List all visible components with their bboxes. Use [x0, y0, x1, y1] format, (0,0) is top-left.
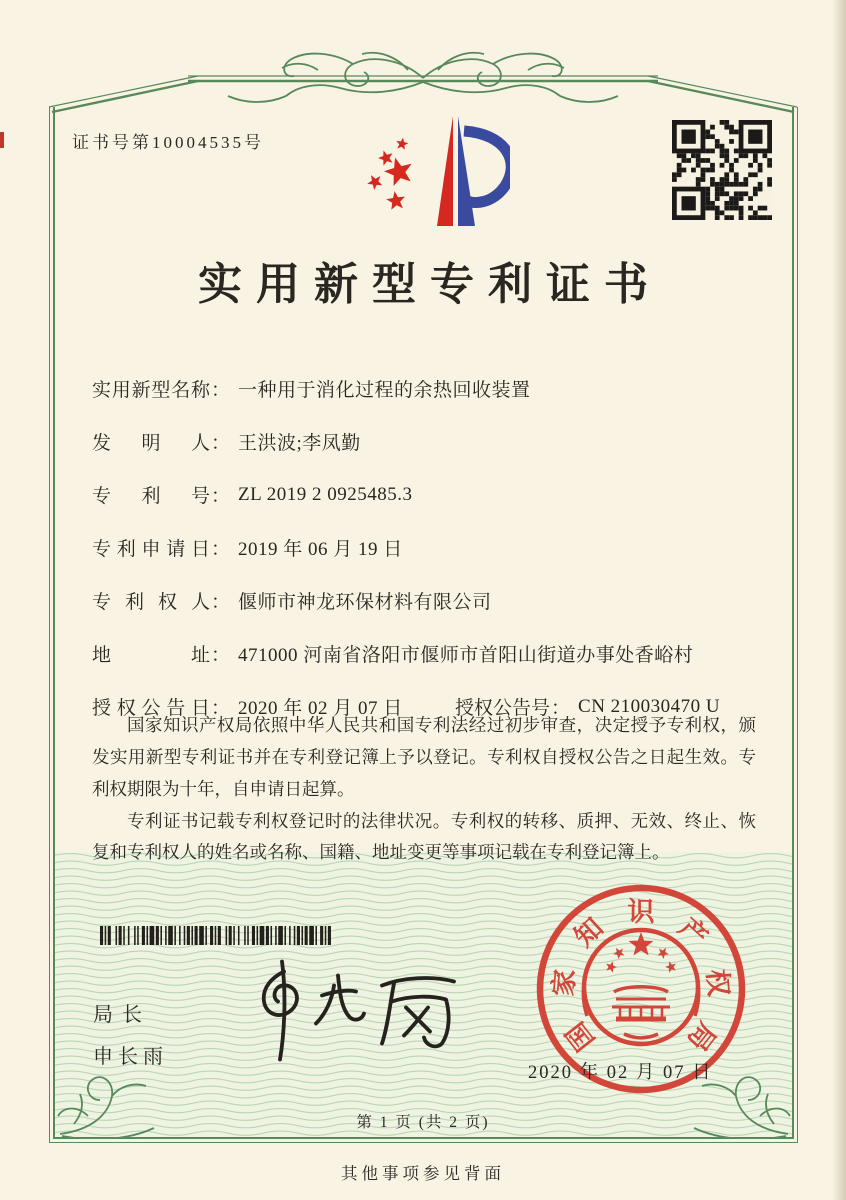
svg-text:权: 权	[701, 968, 734, 998]
legal-paragraph-1: 国家知识产权局依照中华人民共和国专利法经过初步审查，决定授予专利权，颁发实用新型专利证书并在专利登记簿上予以登记。专利权自授权公告之日起生效。专利权期限为十年，自申请日起算。	[92, 715, 756, 799]
svg-text:产: 产	[673, 912, 714, 953]
field-value: 偃师市神龙环保材料有限公司	[238, 592, 492, 613]
field-patent-number	[92, 468, 764, 521]
svg-text:家: 家	[548, 968, 581, 998]
back-note: 其他事项参见背面	[341, 1164, 505, 1183]
field-label: 地址	[92, 645, 210, 666]
field-label: 授权公告号	[455, 698, 551, 719]
colon: ：	[211, 380, 231, 401]
colon: ：	[211, 539, 231, 560]
field-label: 实用新型名称	[92, 380, 210, 401]
field-value: CN 210030470 U	[578, 695, 721, 717]
colon: ：	[211, 486, 231, 507]
svg-text:局: 局	[681, 1016, 722, 1057]
field-value: 一种用于消化过程的余热回收装置	[238, 380, 531, 401]
svg-text:知: 知	[568, 912, 609, 953]
svg-text:国: 国	[560, 1016, 601, 1057]
scan-edge-shadow	[832, 0, 846, 1200]
field-label: 专利号	[92, 486, 210, 507]
colon: ：	[211, 698, 231, 719]
field-value: ZL 2019 2 0925485.3	[238, 483, 413, 505]
cnipa-logo-icon	[342, 104, 510, 234]
border-ornament	[188, 30, 658, 110]
field-value: 2020 年 02 月 07 日	[238, 698, 403, 719]
colon: ：	[551, 698, 571, 719]
signer-name: 申长雨	[93, 1046, 168, 1068]
scan-red-mark	[0, 132, 4, 148]
certificate-title: 实用新型专利证书	[198, 260, 662, 309]
field-filing-date	[92, 521, 764, 574]
certificate-number: 证书号第10004535号	[72, 133, 264, 152]
colon: ：	[211, 433, 231, 454]
colon: ：	[211, 592, 231, 613]
field-value: 471000 河南省洛阳市偃师市首阳山街道办事处香峪村	[238, 645, 694, 666]
signer-title: 局长	[93, 1004, 151, 1026]
colon: ：	[211, 645, 231, 666]
field-label: 授权公告日	[92, 698, 210, 719]
legal-paragraph-2: 专利证书记载专利权登记时的法律状况。专利权的转移、质押、无效、终止、恢复和专利权人的姓名或名称、国籍、地址变更等事项记载在专利登记簿上。	[92, 810, 756, 863]
field-patentee	[92, 574, 764, 627]
page-number: 第 1 页 (共 2 页)	[356, 1114, 490, 1131]
signature-handwriting-icon	[222, 950, 472, 1068]
qr-code-icon	[672, 120, 772, 220]
field-label: 专利权人	[92, 592, 210, 613]
field-list	[92, 362, 764, 733]
barcode-icon	[100, 926, 334, 945]
field-label: 专利申请日	[92, 539, 210, 560]
seal-date: 2020 年 02 月 07 日	[528, 1063, 713, 1083]
field-utility-model-name	[92, 362, 764, 415]
field-value: 2019 年 06 月 19 日	[238, 539, 403, 560]
legal-text	[92, 710, 756, 869]
field-label: 发明人	[92, 433, 210, 454]
field-inventor	[92, 415, 764, 468]
field-value: 王洪波;李凤勤	[238, 433, 361, 454]
svg-text:识: 识	[627, 897, 655, 927]
field-address	[92, 627, 764, 680]
